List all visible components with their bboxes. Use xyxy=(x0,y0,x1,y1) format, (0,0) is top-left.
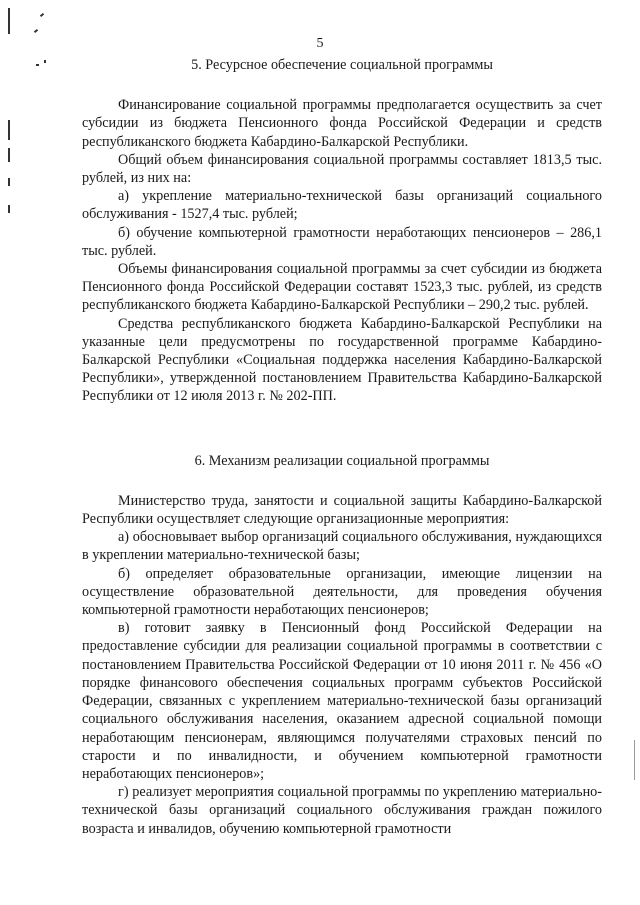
paragraph: Министерство труда, занятости и социальной защиты Кабардино-Балкарской Республики осуществляет следующие организационные мероприятия: xyxy=(82,492,602,528)
paragraph: Объемы финансирования социальной программы за счет субсидии из бюджета Пенсионного фонда Российской Федерации составят 1523,3 тыс. рублей, из средств республиканского бюджета Кабардино-Балкарской Республики – 290,2 тыс. рублей. xyxy=(82,261,602,314)
paragraph: а) обосновывает выбор организаций социального обслуживания, нуждающихся в укреплении материально-технической базы; xyxy=(82,529,602,564)
paragraph: Средства республиканского бюджета Кабардино-Балкарской Республики на указанные цели предусмотрены по государственной программе Кабардино-Балкарской Республики «Социальная поддержка населения Кабардино-Балкарской Республики», утвержденной постановлением Правительства Кабардино-Балкарской Республики от 12 июля 2013 г. № 202-ПП. xyxy=(82,315,602,405)
paragraph: б) определяет образовательные организации, имеющие лицензии на осуществление образовательной деятельности, для проведения обучения компьютерной грамотности неработающих пенсионеров; xyxy=(82,565,602,619)
scan-artifact xyxy=(634,740,635,780)
paragraph: в) готовит заявку в Пенсионный фонд Российской Федерации на предоставление субсидии для реализации социальной программы в соответствии с постановлением Правительства Российской Федерации от 10 июня 2011 г. № 456 «О порядке финансового обеспечения социальных программ субъектов Российской Федерации, связанных с укреплением материально-технической базы организаций социального обслуживания населения, оказанием адресной социальной помощи неработающим пенсионерам, являющимся получателями страховых пенсий по старости и по инвалидности, и обучением компьютерной грамотности неработающих пенсионеров»; xyxy=(82,620,602,782)
scan-artifact xyxy=(8,148,10,162)
paragraph: а) укрепление материально-технической базы организаций социального обслуживания - 1527,4 тыс. рублей; xyxy=(82,188,602,223)
paragraph: Финансирование социальной программы предполагается осуществить за счет субсидии из бюджета Пенсионного фонда Российской Федерации и средств республиканского бюджета Кабардино-Балкарской Республики. xyxy=(82,97,602,150)
scan-artifact xyxy=(8,120,10,140)
paragraph: Общий объем финансирования социальной программы составляет 1813,5 тыс. рублей, из них на: xyxy=(82,151,602,187)
paragraph: г) реализует мероприятия социальной программы по укреплению материально-технической базы организаций социального обслуживания граждан пожилого возраста и инвалидов, обучению компьютерной грамотности xyxy=(82,784,602,837)
section-5-body xyxy=(82,96,602,405)
scan-artifact xyxy=(8,8,10,34)
paragraph: б) обучение компьютерной грамотности неработающих пенсионеров – 286,1 тыс. рублей. xyxy=(82,224,602,259)
scan-artifact xyxy=(40,13,44,17)
scan-artifact xyxy=(34,29,38,33)
section-5-title: 5. Ресурсное обеспечение социальной программы xyxy=(191,57,493,73)
section-6-title: 6. Механизм реализации социальной программы xyxy=(194,452,490,469)
scan-artifact xyxy=(44,60,46,63)
document-body xyxy=(82,56,602,838)
scan-artifact xyxy=(36,64,39,66)
page-number: 5 xyxy=(316,36,324,51)
section-6-body xyxy=(82,492,602,838)
scan-artifact xyxy=(8,205,10,213)
scan-artifact xyxy=(8,178,10,186)
